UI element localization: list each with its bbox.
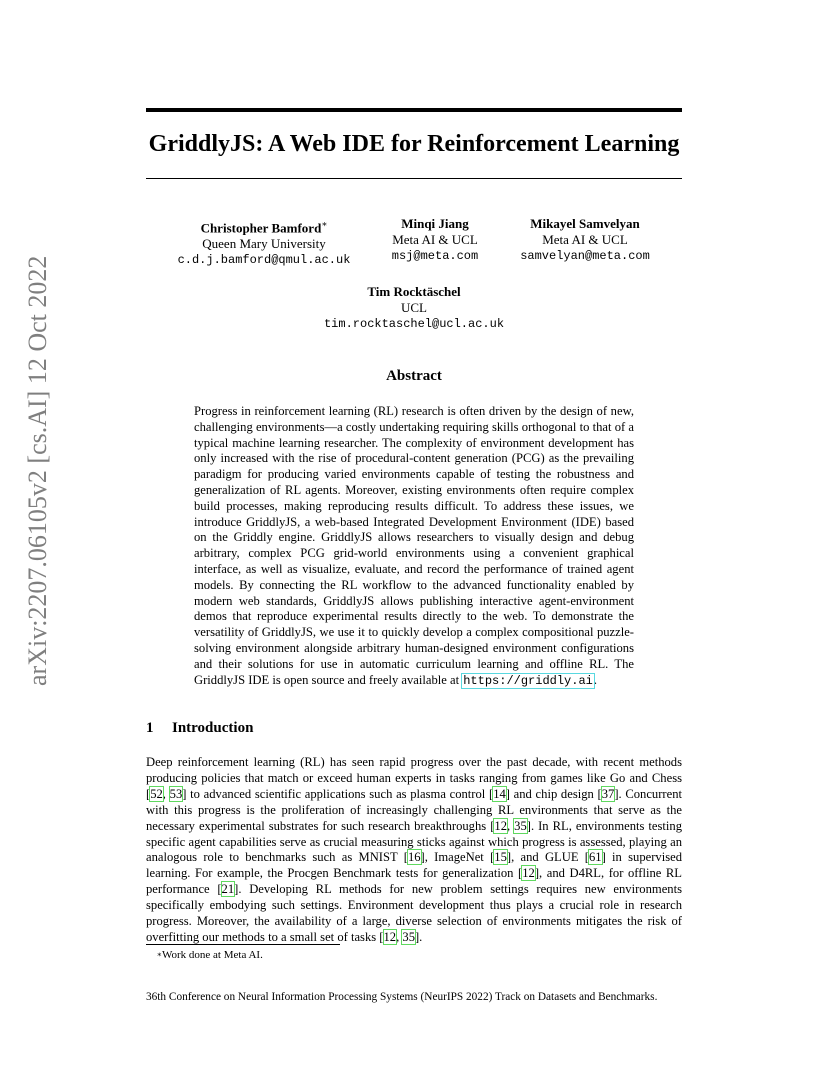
author-block bbox=[505, 216, 665, 264]
citation-link[interactable]: 61 bbox=[589, 850, 602, 865]
author-block bbox=[296, 284, 532, 332]
title-bottom-rule bbox=[146, 178, 682, 179]
introduction-text: ]. bbox=[414, 929, 423, 944]
citation-link[interactable]: 37 bbox=[601, 786, 615, 801]
conference-footer: 36th Conference on Neural Information Processing Systems (NeurIPS 2022) Track on Datasets and Benchmarks. bbox=[146, 991, 658, 1003]
paper-title: GriddlyJS: A Web IDE for Reinforcement Learning bbox=[148, 131, 680, 157]
introduction-text: ] and chip design [ bbox=[505, 786, 602, 801]
citation-link[interactable]: 53 bbox=[169, 786, 183, 801]
introduction-text: ]. Concurrent with this progress is the proliferation of increasingly challenging RL environments that serve as the necessary experimental substrates for such research breakthroughs [ bbox=[146, 786, 683, 833]
section-heading-introduction bbox=[146, 718, 682, 738]
footnote-mark: ∗ bbox=[156, 950, 162, 959]
section-number: 1 bbox=[146, 720, 154, 736]
citation-link[interactable]: 14 bbox=[493, 786, 506, 801]
citation-link[interactable]: 16 bbox=[407, 850, 421, 865]
introduction-text: ]. Developing RL methods for new problem settings requires new environments specifically embodying such settings. Environment development thus plays a crucial role in research progress. Moreover, the availability of a large, diverse selection of environments mitigates the risk of overfitting our methods to a small set of tasks [ bbox=[146, 882, 682, 944]
introduction-text: ]. In RL, environments testing specific agent capabilities serve as crucial measuring sticks against which progress is assessed, playing an analogous role to benchmarks such as MNIST [ bbox=[146, 818, 683, 865]
author-name: Mikayel Samvelyan bbox=[530, 216, 640, 231]
author-name: Minqi Jiang bbox=[401, 216, 469, 231]
author-email[interactable]: msj@meta.com bbox=[391, 249, 479, 263]
introduction-text: , bbox=[162, 786, 170, 801]
author-name: Tim Rocktäschel bbox=[367, 284, 461, 299]
citation-link[interactable]: 35 bbox=[514, 818, 527, 833]
footnote-rule bbox=[146, 944, 340, 945]
citation-link[interactable]: 12 bbox=[522, 866, 535, 881]
citation-link[interactable]: 15 bbox=[494, 850, 507, 865]
abstract-heading: Abstract bbox=[386, 368, 442, 384]
citation-link[interactable]: 21 bbox=[221, 882, 235, 897]
abstract-text: Progress in reinforcement learning (RL) research is often driven by the design of new, challenging environments—a costly undertaking requiring skills orthogonal to that of a typical machine learning researcher. The complexity of environment development has only increased with the rise of procedural-content generation (PCG) as the prevailing paradigm for producing varied environments capable of testing the robustness and generalization of RL agents. Moreover, existing environments often require complex build processes, making reproducing results difficult. To address these issues, we introduce GriddlyJS, a web-based Integrated Development Environment (IDE) based on the Griddly engine. GriddlyJS allows researchers to visually design and debug arbitrary, complex PCG grid-world environments using a convenient graphical interface, as well as visualize, evaluate, and record the performance of trained agent models. By connecting the RL workflow to the advanced functionality enabled by modern web standards, GriddlyJS allows publishing interactive agent-environment demos that reproduce experimental results directly to the web. To demonstrate the versatility of GriddlyJS, we use it to quickly develop a complex compositional puzzle-solving environment alongside arbitrary human-designed environment configurations and their solutions for use in automatic curriculum learning and offline RL. The GriddlyJS IDE is open source and freely available at https://griddly.ai. bbox=[194, 404, 634, 688]
project-url-link[interactable]: https://griddly.ai bbox=[463, 673, 593, 688]
introduction-text: ], and GLUE [ bbox=[506, 850, 589, 865]
footnote bbox=[146, 948, 682, 962]
author-affiliation: Meta AI & UCL bbox=[542, 232, 628, 247]
introduction-text: , bbox=[396, 929, 403, 944]
footnote-text: Work done at Meta AI. bbox=[162, 949, 263, 961]
section-title: Introduction bbox=[172, 720, 254, 736]
introduction-paragraph bbox=[146, 755, 682, 946]
author-affiliation: Queen Mary University bbox=[202, 236, 326, 252]
author-block bbox=[370, 216, 500, 264]
citation-link[interactable]: 35 bbox=[402, 929, 415, 944]
introduction-text: ] to advanced scientific applications such as plasma control [ bbox=[182, 786, 494, 801]
author-affiliation: UCL bbox=[401, 300, 427, 315]
introduction-text: ] in supervised learning. For example, the Procgen Benchmark tests for generalization [ bbox=[146, 850, 682, 881]
citation-link[interactable]: 12 bbox=[494, 818, 507, 833]
introduction-text: Deep reinforcement learning (RL) has seen rapid progress over the past decade, with recent methods producing policies that match or exceed human experts in tasks ranging from games like Go and Chess [ bbox=[146, 755, 682, 801]
introduction-text: ], ImageNet [ bbox=[420, 850, 495, 865]
arxiv-identifier: arXiv:2207.06105v2 [cs.AI] 12 Oct 2022 bbox=[23, 255, 52, 686]
author-email[interactable]: c.d.j.bamford@qmul.ac.uk bbox=[177, 253, 351, 268]
title-top-rule bbox=[146, 108, 682, 112]
author-block bbox=[150, 216, 378, 268]
introduction-text: ], and D4RL, for offline RL performance [ bbox=[146, 866, 683, 897]
author-email[interactable]: samvelyan@meta.com bbox=[520, 249, 650, 263]
citation-link[interactable]: 12 bbox=[383, 929, 397, 944]
citation-link[interactable]: 52 bbox=[150, 786, 163, 801]
author-affiliation: Meta AI & UCL bbox=[392, 232, 478, 247]
author-name: Christopher Bamford∗ bbox=[200, 219, 328, 236]
author-email[interactable]: tim.rocktaschel@ucl.ac.uk bbox=[323, 317, 505, 331]
introduction-text: , bbox=[506, 818, 515, 833]
author-footnote-mark: ∗ bbox=[321, 219, 328, 229]
